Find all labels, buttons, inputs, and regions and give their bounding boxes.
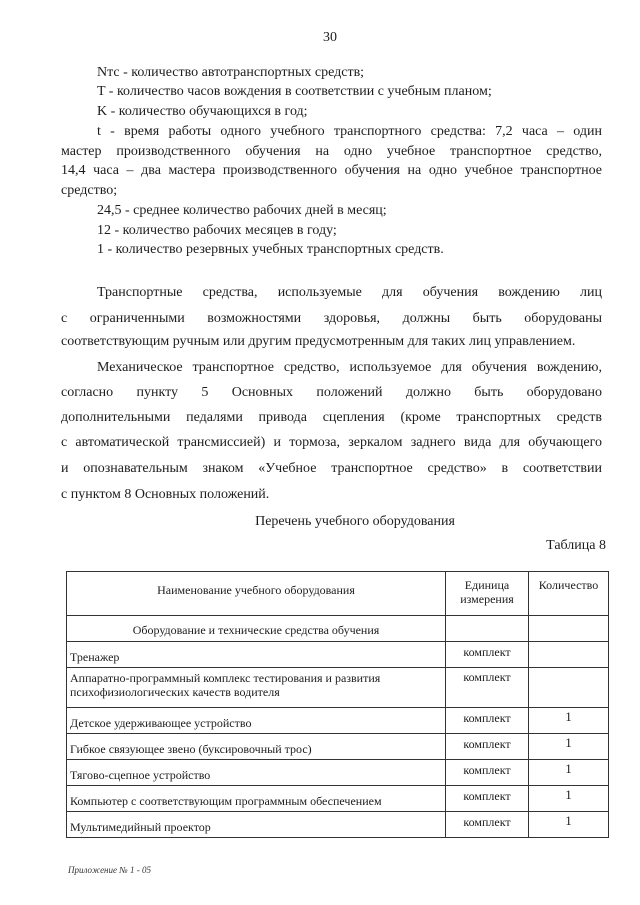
table-row — [67, 668, 609, 708]
definition-months: 12 - количество рабочих месяцев в году; — [97, 223, 337, 238]
definition-t-line2: мастер производственного обучения на одно учебное транспортное средство, — [61, 144, 602, 159]
equipment-table — [66, 571, 609, 838]
paragraph2-line5: и опознавательным знаком «Учебное транспортное средство» в соответствии — [61, 461, 602, 476]
row-name: Мультимедийный проектор — [67, 812, 446, 838]
row-qty: 1 — [529, 734, 609, 760]
table-row — [67, 786, 609, 812]
paragraph2-line6: с пунктом 8 Основных положений. — [61, 487, 270, 502]
definition-ntc: Nтс - количество автотранспортных средств; — [97, 65, 365, 80]
header-qty: Количество — [529, 572, 609, 616]
section-title: Оборудование и технические средства обучения — [67, 616, 446, 642]
row-name: Тренажер — [67, 642, 446, 668]
definition-t-line4: средство; — [61, 183, 118, 198]
paragraph1-line1: Транспортные средства, используемые для обучения вождению лиц — [97, 285, 602, 300]
row-unit: комплект — [446, 812, 529, 838]
row-unit: комплект — [446, 708, 529, 734]
paragraph2-line3: дополнительными педалями привода сцепления (кроме транспортных средств — [61, 410, 602, 425]
definition-days: 24,5 - среднее количество рабочих дней в месяц; — [97, 203, 387, 218]
paragraph2-line2: согласно пункту 5 Основных положений должно быть оборудовано — [61, 385, 602, 400]
definition-k: K - количество обучающихся в год; — [97, 104, 308, 119]
footer-appendix: Приложение № 1 - 05 — [68, 865, 151, 875]
row-name: Тягово-сцепное устройство — [67, 760, 446, 786]
header-name: Наименование учебного оборудования — [67, 572, 446, 616]
row-name: Компьютер с соответствующим программным обеспечением — [67, 786, 446, 812]
row-unit: комплект — [446, 642, 529, 668]
row-unit: комплект — [446, 668, 529, 708]
paragraph1-line3: соответствующим ручным или другим предусмотренным для таких лиц управлением. — [61, 334, 576, 349]
table-row — [67, 760, 609, 786]
page-number: 30 — [323, 30, 337, 45]
row-unit: комплект — [446, 734, 529, 760]
definition-t-line1: t - время работы одного учебного транспортного средства: 7,2 часа – один — [97, 124, 602, 139]
definition-t-line3: 14,4 часа – два мастера производственного обучения на одно учебное транспортное — [61, 163, 602, 178]
table-row — [67, 708, 609, 734]
paragraph2-line1: Механическое транспортное средство, используемое для обучения вождению, — [97, 360, 602, 375]
row-qty: 1 — [529, 760, 609, 786]
table-row — [67, 734, 609, 760]
definition-reserve: 1 - количество резервных учебных транспортных средств. — [97, 242, 444, 257]
row-unit: комплект — [446, 760, 529, 786]
row-unit: комплект — [446, 786, 529, 812]
row-name: Детское удерживающее устройство — [67, 708, 446, 734]
row-qty — [529, 668, 609, 708]
section-unit-empty — [446, 616, 529, 642]
table-row — [67, 642, 609, 668]
row-name: Аппаратно-программный комплекс тестирования и развития психофизиологических качеств водителя — [67, 668, 446, 708]
table-row — [67, 812, 609, 838]
paragraph1-line2: с ограниченными возможностями здоровья, должны быть оборудованы — [61, 311, 602, 326]
row-name: Гибкое связующее звено (буксировочный трос) — [67, 734, 446, 760]
header-unit: Единица измерения — [446, 572, 529, 616]
table-label: Таблица 8 — [546, 538, 606, 553]
table-header-row — [67, 572, 609, 616]
table-section-row — [67, 616, 609, 642]
row-qty: 1 — [529, 708, 609, 734]
paragraph2-line4: с автоматической трансмиссией) и тормоза, зеркалом заднего вида для обучающего — [61, 435, 602, 450]
table-caption: Перечень учебного оборудования — [255, 514, 455, 529]
definition-t-hours: T - количество часов вождения в соответствии с учебным планом; — [97, 84, 492, 99]
section-qty-empty — [529, 616, 609, 642]
row-qty — [529, 642, 609, 668]
row-qty: 1 — [529, 812, 609, 838]
row-qty: 1 — [529, 786, 609, 812]
